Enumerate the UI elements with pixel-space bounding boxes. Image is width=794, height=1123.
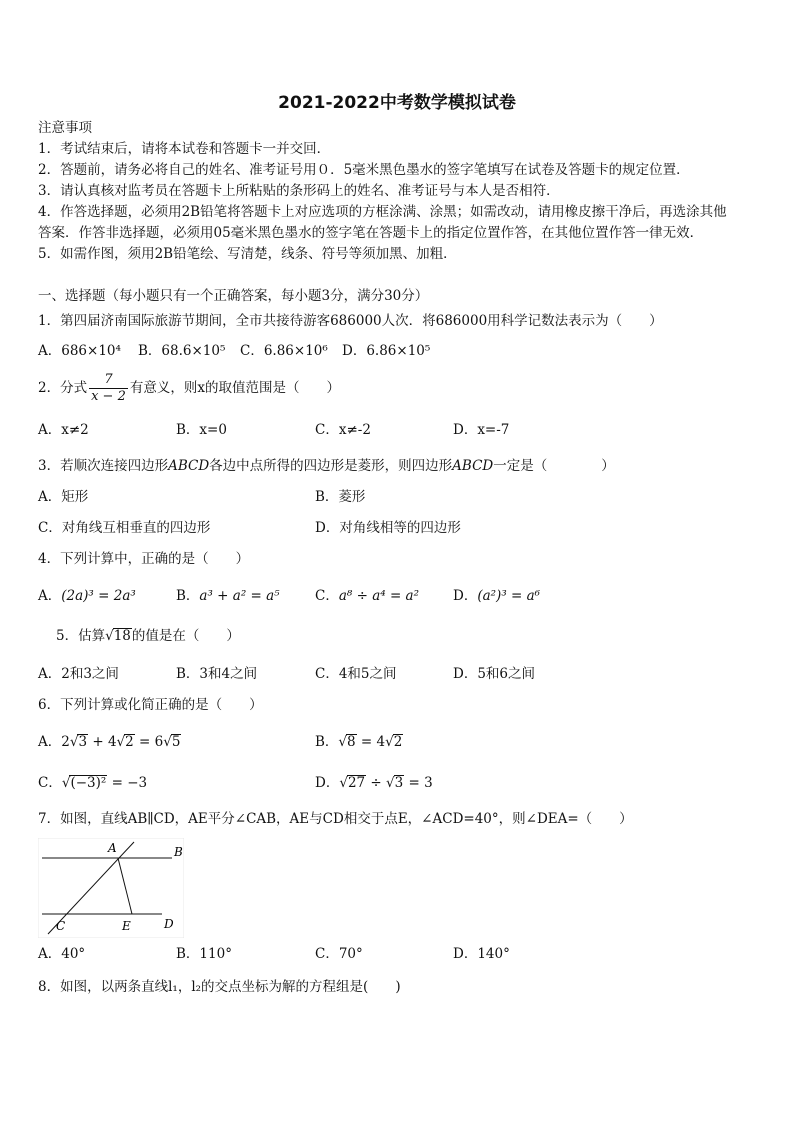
q2-option-d: D．x=-7 [453, 422, 510, 438]
q4-d-label: D． [453, 588, 478, 604]
q4-stem: 4．下列计算中，正确的是（ ） [38, 551, 250, 567]
q7-option-b: B．110° [176, 946, 232, 962]
q6-a-coef2: + 4 [88, 734, 117, 750]
q3-stem [38, 456, 615, 476]
q3-abcd-1: ABCD [168, 458, 210, 474]
q6-a-rad1: 3 [78, 734, 88, 750]
q6-c-rad1: (−3)² [70, 775, 107, 791]
q6-option-b: B．√8 = 4√2 [315, 734, 403, 750]
q6-b-eq: = 4 [356, 734, 386, 750]
q1-stem: 1．第四届济南国际旅游节期间，全市共接待游客686000人次．将686000用科学记数法表示为（ ） [38, 313, 663, 329]
label-b: B [174, 845, 183, 859]
q4-a-label: A． [38, 588, 62, 604]
q4-option-a [38, 586, 136, 606]
q3-option-a: A．矩形 [38, 489, 89, 505]
q2-option-c: C．x≠-2 [315, 422, 371, 438]
note-item-4-cont: 答案．作答非选择题，必须用05毫米黑色墨水的签字笔在答题卡上的指定位置作答，在其他位置作答一律无效． [38, 225, 704, 241]
note-item-3: 3．请认真核对监考员在答题卡上所粘贴的条形码上的姓名、准考证号与本人是否相符． [38, 183, 560, 199]
q3-stem-a: 3．若顺次连接四边形 [38, 458, 169, 474]
q6-a-label: A． [38, 734, 62, 750]
q4-a-expr: (2a)³ = 2a³ [61, 588, 136, 604]
q5-stem: 5．估算√18的值是在（ ） [56, 628, 240, 644]
note-item-1: 1．考试结束后，请将本试卷和答题卡一并交回． [38, 141, 331, 157]
q6-c-eq: = −3 [107, 775, 148, 791]
q6-option-d: D．√27 ÷ √3 = 3 [315, 775, 433, 791]
q6-d-div: ÷ [366, 775, 387, 791]
q7-option-c: C．70° [315, 946, 363, 962]
q6-option-c: C．√(−3)² = −3 [38, 775, 148, 791]
q3-stem-c: 一定是（ ） [493, 458, 615, 474]
q5-radicand: 18 [113, 628, 131, 644]
q1-option-a: A．686×10⁴ [38, 343, 121, 359]
q6-option-a: A．2√3 + 4√2 = 6√5 [38, 734, 181, 750]
q5-option-b: B．3和4之间 [176, 666, 258, 682]
q2-denominator: x − 2 [91, 389, 126, 404]
q6-b-label: B． [315, 734, 339, 750]
q7-option-d: D．140° [453, 946, 510, 962]
label-c: C [56, 919, 66, 933]
q4-b-expr: a³ + a² = a⁵ [199, 588, 280, 604]
q6-c-label: C． [38, 775, 62, 791]
q2-option-b: B．x=0 [176, 422, 227, 438]
q4-c-label: C． [315, 588, 339, 604]
note-item-2: 2．答题前，请务必将自己的姓名、准考证号用０．5毫米黑色墨水的签字笔填写在试卷及答题卡的规定位置． [38, 162, 690, 178]
q6-b-rad1: 8 [347, 734, 356, 750]
q2-fraction [89, 372, 128, 405]
q4-option-c [315, 586, 419, 606]
q6-a-rad3: 5 [171, 734, 181, 750]
q2-prefix: 2．分式 [38, 380, 88, 396]
q3-stem-b: 各边中点所得的四边形是菱形，则四边形 [209, 458, 453, 474]
q2-option-a: A．x≠2 [38, 422, 89, 438]
q5-option-a: A．2和3之间 [38, 666, 119, 682]
q6-b-rad2: 2 [393, 734, 403, 750]
q5-option-d: D．5和6之间 [453, 666, 536, 682]
q6-a-coef3: = 6 [134, 734, 164, 750]
q8-stem: 8．如图，以两条直线l₁，l₂的交点坐标为解的方程组是( ) [38, 979, 401, 995]
q4-option-b [176, 586, 280, 606]
q5-suffix: 的值是在（ ） [131, 628, 240, 644]
q4-d-expr: (a²)³ = a⁶ [477, 588, 541, 604]
q1-option-d: D．6.86×10⁵ [342, 343, 431, 359]
q3-option-c: C．对角线互相垂直的四边形 [38, 520, 211, 536]
q6-a-rad2: 2 [125, 734, 134, 750]
q4-c-expr: a⁸ ÷ a⁴ = a² [338, 588, 420, 604]
note-item-4: 4．作答选择题，必须用2B铅笔将答题卡上对应选项的方框涂满、涂黑；如需改动，请用橡皮擦干净后，再选涂其他 [38, 204, 727, 220]
q6-stem: 6．下列计算或化简正确的是（ ） [38, 697, 263, 713]
q6-d-eq: = 3 [404, 775, 433, 791]
q2-numerator: 7 [89, 372, 128, 389]
q3-option-b: B．菱形 [315, 489, 366, 505]
label-e: E [122, 919, 131, 933]
notes-heading: 注意事项 [38, 120, 92, 136]
q7-geometry-figure [38, 838, 184, 938]
q7-option-a: A．40° [38, 946, 86, 962]
q3-abcd-2: ABCD [452, 458, 494, 474]
q7-stem: 7．如图，直线AB∥CD，AE平分∠CAB，AE与CD相交于点E，∠ACD=40°，则∠DEA=（ ） [38, 811, 633, 827]
label-d: D [164, 917, 174, 931]
q3-option-d: D．对角线相等的四边形 [315, 520, 461, 536]
q6-a-coef1: 2 [61, 734, 70, 750]
segment-ae [118, 858, 132, 914]
q5-prefix: 5．估算 [56, 628, 106, 644]
q4-b-label: B． [176, 588, 200, 604]
q2-suffix: 有意义，则x的取值范围是（ ） [129, 380, 340, 396]
q4-option-d [453, 586, 540, 606]
section-heading: 一、选择题（每小题只有一个正确答案，每小题3分，满分30分） [38, 288, 429, 304]
q6-d-rad1: 27 [347, 775, 366, 791]
q2-stem [38, 370, 340, 406]
exam-title: 2021-2022中考数学模拟试卷 [278, 93, 516, 113]
q1-option-b: B．68.6×10⁵ [138, 343, 226, 359]
q1-option-c: C．6.86×10⁶ [240, 343, 328, 359]
label-a: A [108, 841, 117, 855]
q6-d-label: D． [315, 775, 340, 791]
q6-d-rad2: 3 [394, 775, 404, 791]
note-item-5: 5．如需作图，须用2B铅笔绘、写清楚，线条、符号等须加黑、加粗． [38, 246, 457, 262]
q5-option-c: C．4和5之间 [315, 666, 397, 682]
